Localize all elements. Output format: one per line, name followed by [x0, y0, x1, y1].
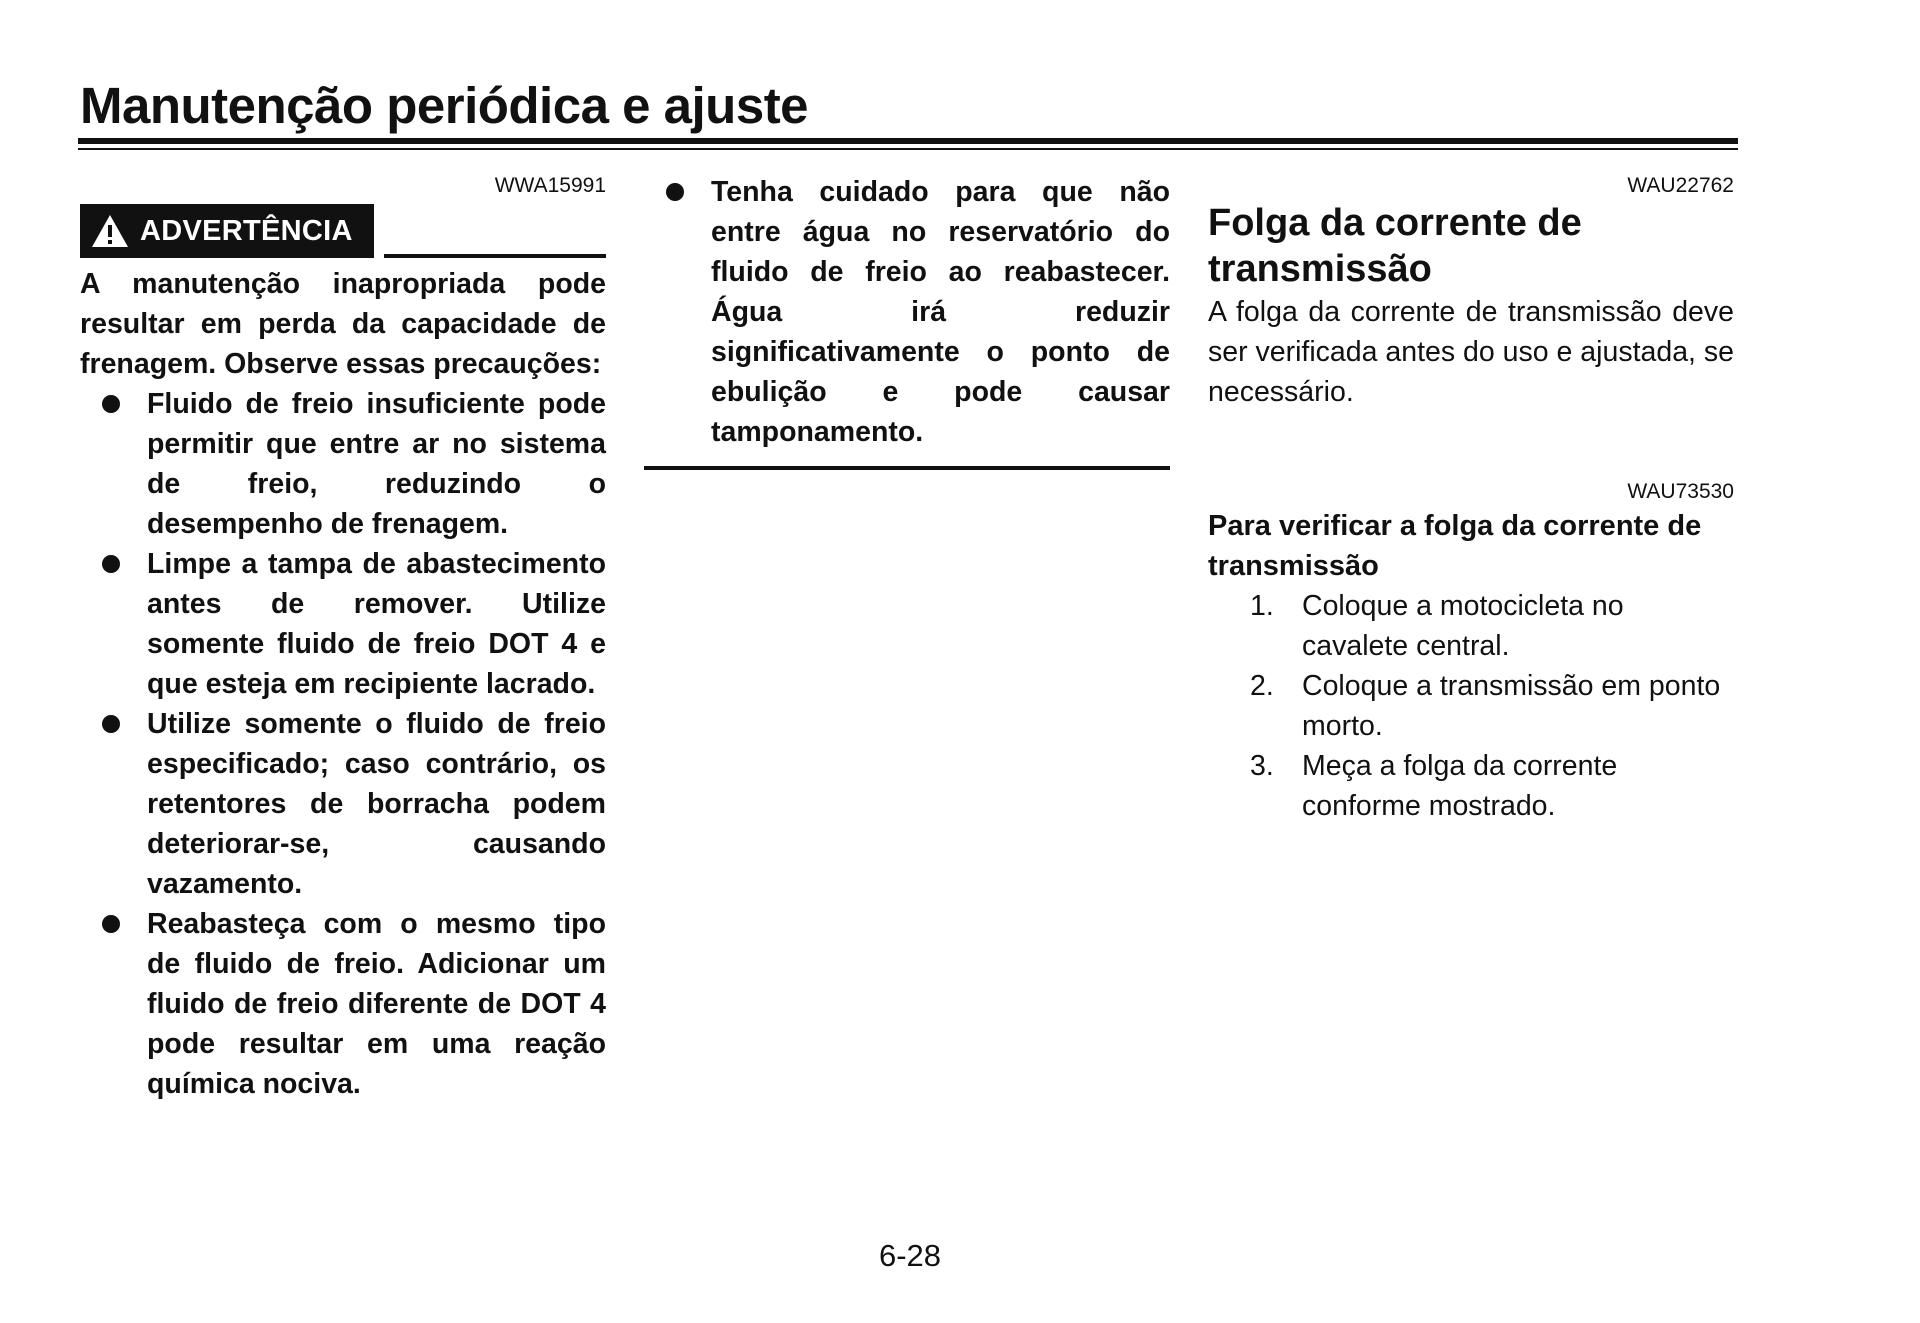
chain-section-body: A folga da corrente de transmissão deve ser verificada antes do uso e ajustada, se necessário.	[1208, 296, 1734, 408]
bullet-icon	[102, 555, 120, 573]
step-item	[1208, 666, 1734, 746]
warning-column	[80, 172, 606, 1104]
warning-triangle-icon	[90, 213, 130, 249]
page-title: Manutenção periódica e ajuste	[80, 77, 809, 134]
warning-bullet-list-continued	[644, 172, 1170, 452]
bullet-icon	[102, 915, 120, 933]
warning-code: WWA15991	[494, 174, 606, 197]
step-number: 2.	[1250, 670, 1274, 702]
step-item	[1208, 586, 1734, 666]
warning-bullet: Tenha cuidado para que não entre água no reservatório do fluido de freio ao reabastecer. Água irá reduzir significativamente o ponto de ebulição e pode causar tamponamento.	[644, 172, 1170, 452]
warning-continuation-column	[644, 172, 1170, 470]
warning-bullet: Limpe a tampa de abastecimento antes de remover. Utilize somente fluido de freio DOT 4 e que esteja em recipiente lacrado.	[80, 544, 606, 704]
chain-section-code: WAU22762	[1627, 174, 1734, 197]
chain-section-heading: Folga da corrente de transmissão	[1208, 202, 1582, 290]
bullet-icon	[102, 715, 120, 733]
warning-bullet: Fluido de freio insuficiente pode permitir que entre ar no sistema de freio, reduzindo o desempenho de frenagem.	[80, 384, 606, 544]
warning-header-rule	[384, 254, 606, 258]
check-steps-list	[1208, 586, 1734, 826]
warning-intro: A manutenção inapropriada pode resultar em perda da capacidade de frenagem. Observe essas precauções:	[80, 268, 606, 380]
step-text: Coloque a transmissão em ponto morto.	[1302, 670, 1721, 742]
step-number: 1.	[1250, 590, 1274, 622]
warning-badge	[80, 204, 374, 258]
warning-bullet: Reabasteça com o mesmo tipo de fluido de freio. Adicionar um fluido de freio diferente de DOT 4 pode resultar em uma reação química nociva.	[80, 904, 606, 1104]
step-text: Coloque a motocicleta no cavalete central.	[1302, 590, 1624, 662]
warning-label: ADVERTÊNCIA	[140, 214, 353, 247]
chain-column	[1208, 172, 1734, 826]
warning-header	[80, 204, 606, 258]
warning-bullet-list	[80, 384, 606, 1104]
step-item	[1208, 746, 1734, 826]
step-number: 3.	[1250, 750, 1274, 782]
warning-bullet: Utilize somente o fluido de freio especificado; caso contrário, os retentores de borracha podem deteriorar-se, causando vazamento.	[80, 704, 606, 904]
step-text: Meça a folga da corrente conforme mostrado.	[1302, 750, 1618, 822]
bullet-icon	[102, 395, 120, 413]
title-rule-thin	[78, 148, 1738, 150]
check-section-heading: Para verificar a folga da corrente de transmissão	[1208, 510, 1702, 582]
check-section-code: WAU73530	[1627, 480, 1734, 503]
page-number: 6-28	[878, 1238, 942, 1273]
title-rule	[78, 138, 1738, 144]
bullet-icon	[666, 183, 684, 201]
warning-end-rule	[644, 466, 1170, 470]
